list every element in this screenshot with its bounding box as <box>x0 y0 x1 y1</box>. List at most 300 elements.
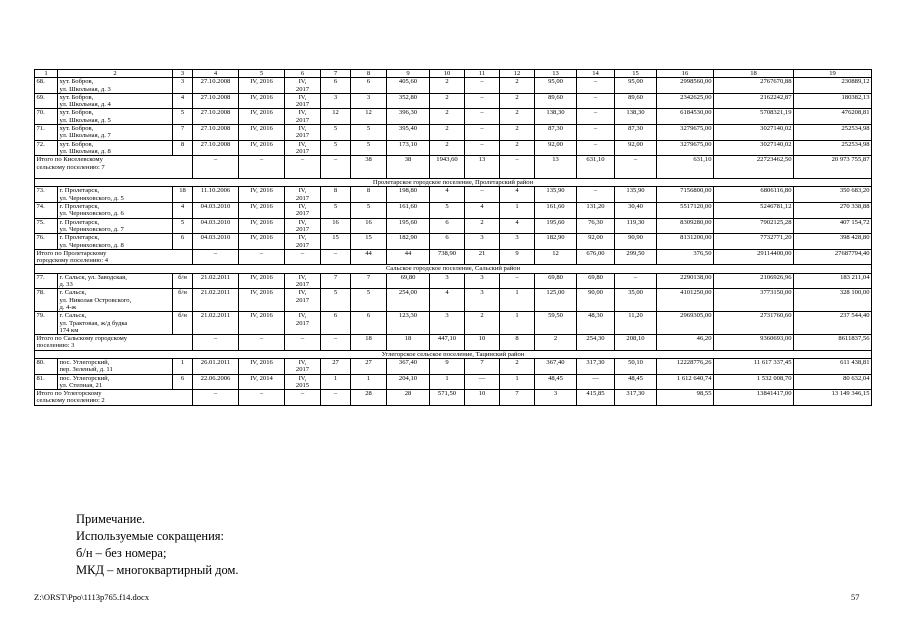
table-cell: 6 <box>321 312 351 335</box>
table-cell: 70. <box>35 109 58 125</box>
table-cell: Пролетарское городское поселение, Пролетарский район <box>35 179 872 187</box>
table-cell: 12 <box>535 249 577 265</box>
table-cell: 13 <box>465 156 500 179</box>
table-cell: 1 <box>500 289 535 312</box>
table-cell: 4101250,00 <box>657 289 714 312</box>
table-cell: 367,40 <box>387 358 430 374</box>
table-cell: 1 <box>430 374 465 390</box>
table-cell: 59,50 <box>535 312 577 335</box>
table-cell: 1 <box>500 374 535 390</box>
table-cell: IV, 2017 <box>285 140 321 156</box>
table-cell: 44 <box>387 249 430 265</box>
table-cell: г. Пролетарск, ул. Черняховского, д. 6 <box>58 203 173 219</box>
table-cell: 1943,60 <box>430 156 465 179</box>
table-cell: 78. <box>35 289 58 312</box>
table-cell: IV, 2016 <box>239 125 285 141</box>
table-cell: 80. <box>35 358 58 374</box>
section-header-row <box>35 179 872 187</box>
table-cell: 5 <box>321 140 351 156</box>
table-cell: 8 <box>321 187 351 203</box>
table-cell: 2 <box>430 78 465 94</box>
table-cell: IV, 2016 <box>239 289 285 312</box>
table-cell: 18 <box>387 335 430 351</box>
table-cell: 447,10 <box>430 335 465 351</box>
table-cell: 4 <box>465 203 500 219</box>
table-cell: 13 <box>535 70 577 78</box>
table-cell: 131,20 <box>577 203 615 219</box>
table-row <box>35 187 872 203</box>
table-cell: 230889,12 <box>794 78 872 94</box>
table-cell: 2 <box>500 78 535 94</box>
table-cell: 20 973 755,87 <box>794 156 872 179</box>
table-cell: 4 <box>193 70 239 78</box>
table-cell: 2 <box>500 93 535 109</box>
table-cell: 252534,98 <box>794 125 872 141</box>
table-cell: 182,90 <box>535 234 577 250</box>
table-cell: 38 <box>387 156 430 179</box>
table-cell: 415,85 <box>577 390 615 406</box>
table-cell: 254,00 <box>387 289 430 312</box>
table-cell: 7156800,00 <box>657 187 714 203</box>
table-cell: – <box>500 273 535 289</box>
table-cell: 3 <box>430 312 465 335</box>
table-cell: – <box>285 390 321 406</box>
table-cell: 5 <box>321 125 351 141</box>
table-cell: 8309280,00 <box>657 218 714 234</box>
table-cell: пос. Углегорский, ул. Степная, 21 <box>58 374 173 390</box>
table-cell: 75. <box>35 218 58 234</box>
table-cell: 19 <box>794 70 872 78</box>
table-cell: 5 <box>173 109 193 125</box>
table-cell: 396,30 <box>387 109 430 125</box>
table-cell: 3279675,00 <box>657 125 714 141</box>
table-cell: 1 <box>351 374 387 390</box>
table-cell: 6 <box>321 78 351 94</box>
table-cell: 10 <box>430 70 465 78</box>
table-cell: 6806116,80 <box>714 187 794 203</box>
table-cell: 3 <box>321 93 351 109</box>
table-cell: 87,30 <box>535 125 577 141</box>
table-cell: 16 <box>657 70 714 78</box>
table-cell: 5517120,00 <box>657 203 714 219</box>
table-row <box>35 109 872 125</box>
table-cell: 29114400,00 <box>714 249 794 265</box>
table-cell: – <box>193 390 239 406</box>
table-cell: 2162242,87 <box>714 93 794 109</box>
table-cell: 16 <box>321 218 351 234</box>
table-cell: 14 <box>577 70 615 78</box>
table-cell: 27 <box>321 358 351 374</box>
table-cell: 18 <box>714 70 794 78</box>
table-cell: IV, 2017 <box>285 125 321 141</box>
table-cell: 2 <box>58 70 173 78</box>
table-cell: 3 <box>465 273 500 289</box>
table-cell: 89,60 <box>615 93 657 109</box>
table-cell: хут. Бобров, ул. Школьная, д. 7 <box>58 125 173 141</box>
table-cell: 5708321,19 <box>714 109 794 125</box>
table-row <box>35 203 872 219</box>
table-cell: 135,90 <box>615 187 657 203</box>
table-cell: 18 <box>173 187 193 203</box>
table-cell: 1 <box>500 203 535 219</box>
table-cell: IV, 2016 <box>239 140 285 156</box>
section-header-row <box>35 350 872 358</box>
file-path: Z:\ORST\Ppo\1113p765.f14.docx <box>34 592 150 602</box>
table-cell: – <box>321 156 351 179</box>
table-cell: 12 <box>500 70 535 78</box>
table-cell: б/н <box>173 312 193 335</box>
table-cell: 48,45 <box>615 374 657 390</box>
table-cell: – <box>615 273 657 289</box>
table-cell: 173,10 <box>387 140 430 156</box>
table-cell: – <box>239 390 285 406</box>
table-cell: 28 <box>351 390 387 406</box>
table-cell: 317,30 <box>615 390 657 406</box>
table-cell: хут. Бобров, ул. Школьная, д. 3 <box>58 78 173 94</box>
table-cell: IV, 2017 <box>285 218 321 234</box>
table-cell: 92,00 <box>577 234 615 250</box>
table-cell: 27687794,40 <box>794 249 872 265</box>
table-cell: 69,80 <box>535 273 577 289</box>
table-cell: 299,50 <box>615 249 657 265</box>
table-cell: 198,80 <box>387 187 430 203</box>
table-cell: 6 <box>285 70 321 78</box>
table-cell: IV, 2016 <box>239 203 285 219</box>
table-cell: 7 <box>321 70 351 78</box>
table-cell: 30,40 <box>615 203 657 219</box>
table-cell: 6 <box>351 312 387 335</box>
table-cell: 125,00 <box>535 289 577 312</box>
table-cell: IV, 2016 <box>239 218 285 234</box>
table-cell: 5 <box>321 289 351 312</box>
table-cell: 48,45 <box>535 374 577 390</box>
table-cell: 04.03.2010 <box>193 234 239 250</box>
table-cell: 2 <box>430 93 465 109</box>
table-cell: 27.10.2008 <box>193 109 239 125</box>
table-cell: 68. <box>35 78 58 94</box>
table-cell: 676,00 <box>577 249 615 265</box>
table-cell: 3 <box>430 273 465 289</box>
table-cell: – <box>193 156 239 179</box>
table-cell: – <box>465 125 500 141</box>
table-cell: – <box>239 249 285 265</box>
table-cell: – <box>321 249 351 265</box>
notes-line: МКД – многоквартирный дом. <box>76 563 239 577</box>
table-cell: 69. <box>35 93 58 109</box>
table-cell: 76,30 <box>577 218 615 234</box>
table-cell: 1 532 008,70 <box>714 374 794 390</box>
table-row <box>35 358 872 374</box>
table-cell: 317,30 <box>577 358 615 374</box>
table-cell: 71. <box>35 125 58 141</box>
table-cell: 21 <box>465 249 500 265</box>
table-cell: – <box>465 109 500 125</box>
table-cell: хут. Бобров, ул. Школьная, д. 4 <box>58 93 173 109</box>
table-cell: 3 <box>465 234 500 250</box>
table-cell: — <box>465 374 500 390</box>
table-cell: 74. <box>35 203 58 219</box>
table-cell: 6 <box>430 234 465 250</box>
table-row <box>35 273 872 289</box>
table-cell: 138,30 <box>615 109 657 125</box>
table-cell: 27.10.2008 <box>193 78 239 94</box>
table-cell: 195,60 <box>387 218 430 234</box>
table-cell: 5 <box>239 70 285 78</box>
table-cell: 15 <box>321 234 351 250</box>
table-cell: IV, 2015 <box>285 374 321 390</box>
table-cell: 2106926,96 <box>714 273 794 289</box>
table-cell: 3027140,02 <box>714 125 794 141</box>
table-cell: 328 100,00 <box>794 289 872 312</box>
table-cell: 77. <box>35 273 58 289</box>
table-cell: 270 338,88 <box>794 203 872 219</box>
table-cell: IV, 2016 <box>239 93 285 109</box>
table-cell: 376,50 <box>657 249 714 265</box>
table-cell: 92,00 <box>615 140 657 156</box>
table-cell: 7 <box>173 125 193 141</box>
table-cell: 252534,98 <box>794 140 872 156</box>
table-cell: 7 <box>465 358 500 374</box>
table-cell: IV, 2017 <box>285 289 321 312</box>
table-row <box>35 312 872 335</box>
section-header-row <box>35 265 872 273</box>
table-cell: 4 <box>430 289 465 312</box>
table-cell: 2969305,00 <box>657 312 714 335</box>
table-cell: 90,00 <box>577 289 615 312</box>
table-cell: – <box>465 78 500 94</box>
table-cell: IV, 2016 <box>239 273 285 289</box>
table-cell: 21.02.2011 <box>193 289 239 312</box>
table-cell: 2290138,00 <box>657 273 714 289</box>
table-cell: – <box>193 249 239 265</box>
table-cell: 1 <box>500 312 535 335</box>
table-cell: 4 <box>173 93 193 109</box>
table-cell: 3027140,02 <box>714 140 794 156</box>
table-cell: 87,30 <box>615 125 657 141</box>
table-cell: 98,55 <box>657 390 714 406</box>
table-cell: 2 <box>500 140 535 156</box>
table-cell: 69,80 <box>387 273 430 289</box>
table-cell: б/н <box>173 289 193 312</box>
table-cell: 2 <box>430 109 465 125</box>
table-cell: Итого по Сальскому городскому поселению: 3 <box>35 335 193 351</box>
table-cell: 6 <box>173 374 193 390</box>
table-cell: 11 617 337,45 <box>714 358 794 374</box>
table-cell: 8131200,00 <box>657 234 714 250</box>
table-cell: 10 <box>465 390 500 406</box>
table-cell: – <box>239 156 285 179</box>
table-cell: г. Пролетарск, ул. Черняховского, д. 8 <box>58 234 173 250</box>
table-cell: 90,90 <box>615 234 657 250</box>
table-cell: 135,90 <box>535 187 577 203</box>
table-cell: Итого по Углегорскому сельскому поселению: 2 <box>35 390 193 406</box>
table-cell: 9 <box>500 249 535 265</box>
table-cell: IV, 2017 <box>285 312 321 335</box>
table-cell: 571,50 <box>430 390 465 406</box>
table-cell: IV, 2016 <box>239 78 285 94</box>
table-cell: 9 <box>430 358 465 374</box>
table-cell: г. Пролетарск, ул. Черняховского, д. 7 <box>58 218 173 234</box>
table-cell: 1 <box>321 374 351 390</box>
table-cell: 15 <box>615 70 657 78</box>
table-cell: 8 <box>173 140 193 156</box>
table-cell: IV, 2017 <box>285 234 321 250</box>
table-cell: 44 <box>351 249 387 265</box>
table-cell: IV, 2017 <box>285 109 321 125</box>
table-cell: 8 <box>500 335 535 351</box>
table-cell: 50,10 <box>615 358 657 374</box>
table-header-row <box>35 70 872 78</box>
table-cell: 7 <box>321 273 351 289</box>
table-row <box>35 93 872 109</box>
table-cell: 631,10 <box>657 156 714 179</box>
table-cell: 631,10 <box>577 156 615 179</box>
table-cell: 13841417,00 <box>714 390 794 406</box>
table-cell: 11 <box>465 70 500 78</box>
table-cell: 2767670,88 <box>714 78 794 94</box>
table-cell: IV, 2016 <box>239 358 285 374</box>
table-cell: 22.06.2006 <box>193 374 239 390</box>
table-cell: 38 <box>351 156 387 179</box>
table-cell: 12 <box>321 109 351 125</box>
table-cell: 2731760,60 <box>714 312 794 335</box>
table-cell: IV, 2017 <box>285 358 321 374</box>
table-cell: 2 <box>465 218 500 234</box>
table-cell: 7 <box>351 273 387 289</box>
table-cell: 95,00 <box>535 78 577 94</box>
table-cell: г. Пролетарск, ул. Черняховского, д. 5 <box>58 187 173 203</box>
table-cell: 5 <box>351 140 387 156</box>
table-cell: 18 <box>351 335 387 351</box>
table-cell: – <box>577 93 615 109</box>
table-cell: 4 <box>500 218 535 234</box>
table-cell: IV, 2017 <box>285 78 321 94</box>
table-cell: хут. Бобров, ул. Школьная, д. 8 <box>58 140 173 156</box>
table-cell: 10 <box>465 335 500 351</box>
table-cell: 161,60 <box>387 203 430 219</box>
table-cell: 161,60 <box>535 203 577 219</box>
table-cell: 3 <box>535 390 577 406</box>
table-cell: 5 <box>173 218 193 234</box>
table-cell: 7 <box>500 390 535 406</box>
table-cell: – <box>615 156 657 179</box>
table-cell: 9360693,00 <box>714 335 794 351</box>
notes-line: б/н – без номера; <box>76 546 167 560</box>
table-row <box>35 289 872 312</box>
table-cell: 1 <box>173 358 193 374</box>
table-cell: 12228776,26 <box>657 358 714 374</box>
table-row <box>35 374 872 390</box>
table-cell: Углегорское сельское поселение, Тацинский район <box>35 350 872 358</box>
table-cell: – <box>465 140 500 156</box>
table-cell: 204,10 <box>387 374 430 390</box>
table-cell: 76. <box>35 234 58 250</box>
housing-relocation-table <box>34 69 872 406</box>
total-row <box>35 335 872 351</box>
table-cell: 2 <box>465 312 500 335</box>
total-row <box>35 156 872 179</box>
table-cell: 5246781,12 <box>714 203 794 219</box>
table-cell: 7902125,28 <box>714 218 794 234</box>
table-cell: IV, 2017 <box>285 93 321 109</box>
table-cell: 27.10.2008 <box>193 93 239 109</box>
table-cell: 1 612 640,74 <box>657 374 714 390</box>
table-cell: Итого по Пролетарскому городскому поселению: 4 <box>35 249 193 265</box>
table-cell: 9 <box>387 70 430 78</box>
table-cell: 2 <box>500 358 535 374</box>
table-cell: 8 <box>351 70 387 78</box>
table-cell: 8611837,56 <box>794 335 872 351</box>
table-cell: 3279675,00 <box>657 140 714 156</box>
table-cell: 27.10.2008 <box>193 140 239 156</box>
table-cell: 3773150,00 <box>714 289 794 312</box>
table-cell: 35,00 <box>615 289 657 312</box>
table-cell: – <box>239 335 285 351</box>
table-cell: 352,80 <box>387 93 430 109</box>
page-number: 57 <box>851 592 860 602</box>
table-cell: 2 <box>535 335 577 351</box>
table-row <box>35 125 872 141</box>
table-cell: 407 154,72 <box>794 218 872 234</box>
table-cell: 395,40 <box>387 125 430 141</box>
table-cell: 7732771,20 <box>714 234 794 250</box>
table-cell: 237 544,40 <box>794 312 872 335</box>
table-cell: 2 <box>430 125 465 141</box>
table-cell: 73. <box>35 187 58 203</box>
table-cell: 195,60 <box>535 218 577 234</box>
table-cell: – <box>193 335 239 351</box>
table-cell: – <box>321 390 351 406</box>
table-row <box>35 234 872 250</box>
table-cell: 398 428,80 <box>794 234 872 250</box>
table-cell: 5 <box>351 203 387 219</box>
table-cell: 27.10.2008 <box>193 125 239 141</box>
table-cell: 6 <box>430 218 465 234</box>
table-cell: 28 <box>387 390 430 406</box>
table-cell: 2 <box>500 125 535 141</box>
table-cell: 3 <box>173 70 193 78</box>
table-cell: Сальское городское поселение, Сальский район <box>35 265 872 273</box>
table-cell: 2 <box>500 109 535 125</box>
table-cell: 81. <box>35 374 58 390</box>
table-cell: г. Сальск, ул. Трактовая, ж/д будка 174 км <box>58 312 173 335</box>
table-cell: 119,30 <box>615 218 657 234</box>
table-cell: 04.03.2010 <box>193 218 239 234</box>
table-cell: 13 149 346,15 <box>794 390 872 406</box>
table-cell: 350 683,20 <box>794 187 872 203</box>
table-cell: г. Сальск, ул. Заводская, д. 33 <box>58 273 173 289</box>
table-cell: 5 <box>351 289 387 312</box>
table-cell: IV, 2016 <box>239 234 285 250</box>
table-cell: – <box>285 249 321 265</box>
table-cell: 4 <box>430 187 465 203</box>
table-cell: 8 <box>351 187 387 203</box>
table-cell: 48,30 <box>577 312 615 335</box>
table-cell: – <box>500 156 535 179</box>
table-cell: 04.03.2010 <box>193 203 239 219</box>
table-cell: 13 <box>535 156 577 179</box>
table-cell: IV, 2016 <box>239 187 285 203</box>
table-cell: – <box>577 109 615 125</box>
table-cell: 367,40 <box>535 358 577 374</box>
table-cell: 21.02.2011 <box>193 312 239 335</box>
table-cell: 476208,81 <box>794 109 872 125</box>
table-cell: – <box>465 187 500 203</box>
table-cell: – <box>321 335 351 351</box>
table-cell: 3 <box>465 289 500 312</box>
table-cell: б/н <box>173 273 193 289</box>
table-cell: – <box>577 187 615 203</box>
